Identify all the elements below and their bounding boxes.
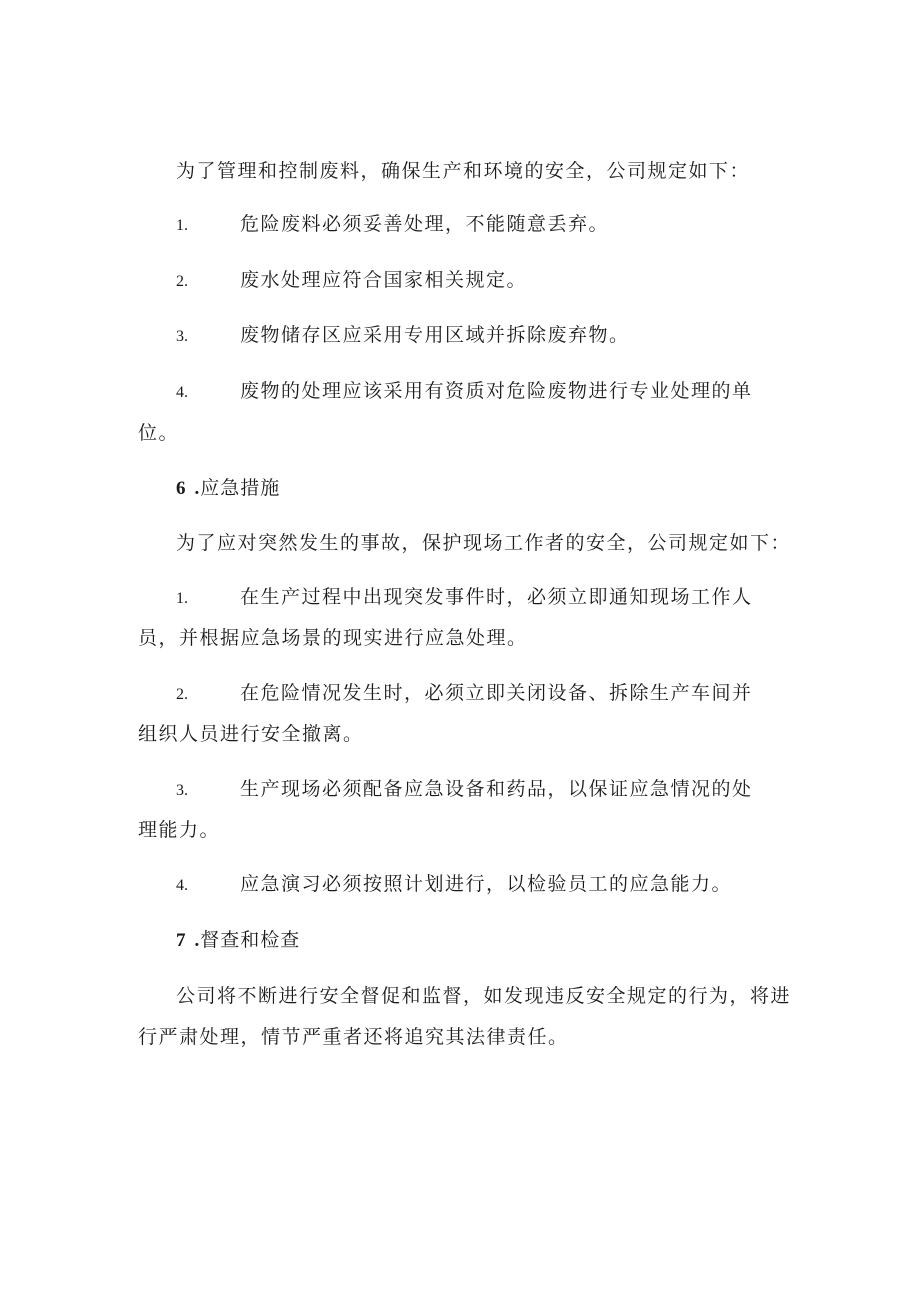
section-title: 应急措施 [200,477,281,499]
list-text: 在生产过程中出现突发事件时，必须立即通知现场工作人 [240,586,753,608]
list-number: 3. [176,328,188,345]
list-text: 废物储存区应采用专用区域并拆除废弃物。 [240,324,630,346]
list-number: 4. [176,384,188,401]
section-number: 7 [176,930,187,951]
section-heading-6 [176,475,280,502]
section5-intro: 为了管理和控制废料，确保生产和环境的安全，公司规定如下： [176,160,751,182]
list-number: 3. [176,782,188,799]
list-number: 4. [176,877,188,894]
list-number: 2. [176,686,188,703]
section-dot: . [194,930,201,951]
section-heading-7 [176,927,300,954]
list-text: 生产现场必须配备应急设备和药品，以保证应急情况的处 [240,778,753,800]
list-text: 在危险情况发生时，必须立即关闭设备、拆除生产车间并 [240,682,753,704]
list-number: 1. [176,590,188,607]
list-text: 应急演习必须按照计划进行，以检验员工的应急能力。 [240,873,733,895]
section7-paragraph-line1: 公司将不断进行安全督促和监督，如发现违反安全规定的行为，将进 [176,985,792,1007]
list-text: 废物的处理应该采用有资质对危险废物进行专业处理的单 [240,380,753,402]
list-text-continuation: 位。 [138,422,180,444]
list-text: 废水处理应符合国家相关规定。 [240,269,528,291]
list-text: 危险废料必须妥善处理，不能随意丢弃。 [240,213,610,235]
section7-paragraph-line2: 行严肃处理，情节严重者还将追究其法律责任。 [138,1026,569,1048]
section-number: 6 [176,478,187,499]
section-title: 督查和检查 [200,929,301,951]
section6-intro: 为了应对突然发生的事故，保护现场工作者的安全，公司规定如下： [176,532,792,554]
list-number: 1. [176,217,188,234]
list-number: 2. [176,273,188,290]
list-text-continuation: 理能力。 [138,819,221,841]
list-text-continuation: 员，并根据应急场景的现实进行应急处理。 [138,627,528,649]
list-text-continuation: 组织人员进行安全撤离。 [138,723,364,745]
section-dot: . [194,478,201,499]
